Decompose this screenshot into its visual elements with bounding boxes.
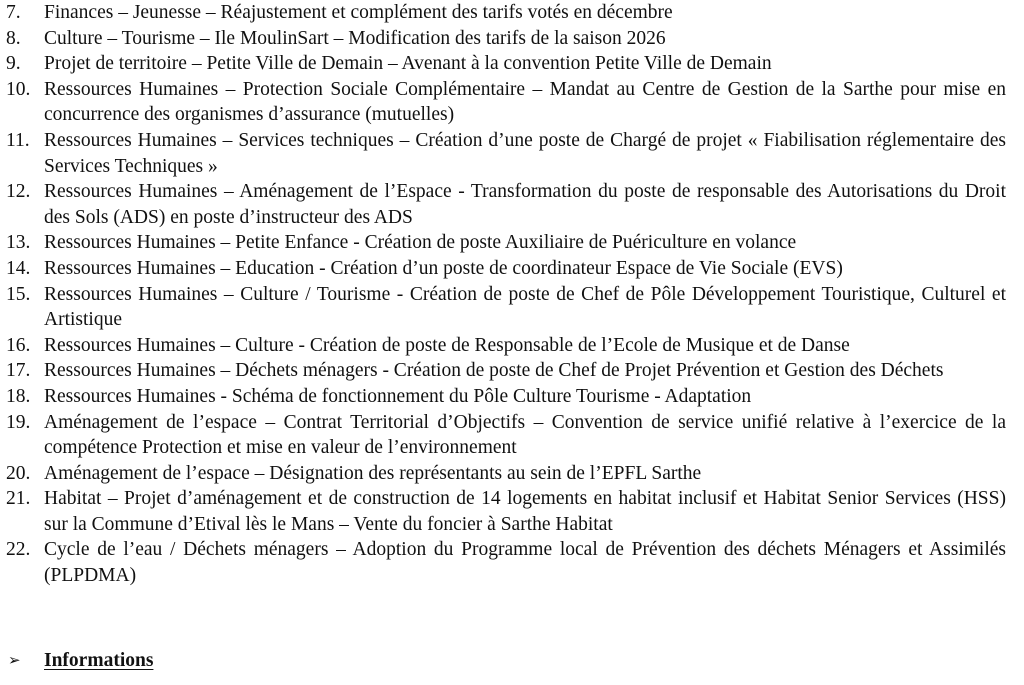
- agenda-item: [6, 461, 1006, 487]
- item-text: Aménagement de l’espace – Contrat Territorial d’Objectifs – Convention de service unifié relative à l’exercice de la compétence Protection et mise en valeur de l’environnement: [44, 411, 1006, 459]
- item-number: 9.: [6, 53, 21, 75]
- agenda-item: [6, 358, 1006, 384]
- item-text: Ressources Humaines – Services techniques – Création d’une poste de Chargé de projet « Fiabilisation réglementaire des Services Techniques »: [44, 129, 1006, 177]
- item-text: Projet de territoire – Petite Ville de Demain – Avenant à la convention Petite Ville de Demain: [44, 53, 772, 75]
- item-text: Habitat – Projet d’aménagement et de construction de 14 logements en habitat inclusif et Habitat Senior Services (HSS) sur la Commune d’Etival lès le Mans – Vente du foncier à Sarthe Habitat: [44, 488, 1006, 535]
- agenda-item: [6, 0, 1006, 26]
- arrow-bullet-icon: ➢: [8, 651, 21, 669]
- agenda-item: [6, 282, 1006, 333]
- item-number: 16.: [6, 334, 31, 356]
- item-number: 21.: [6, 488, 31, 510]
- item-number: 18.: [6, 385, 31, 407]
- item-number: 7.: [6, 2, 21, 23]
- item-number: 12.: [6, 181, 31, 203]
- agenda-item: [6, 128, 1006, 179]
- agenda-item: [6, 51, 1006, 77]
- item-text: Ressources Humaines – Aménagement de l’Espace - Transformation du poste de responsable des Autorisations du Droit des Sols (ADS) en poste d’instructeur des ADS: [44, 181, 1006, 228]
- agenda-item: [6, 410, 1006, 461]
- agenda-item: [6, 333, 1006, 359]
- agenda-item: [6, 384, 1006, 410]
- item-number: 15.: [6, 283, 31, 305]
- item-number: 20.: [6, 462, 31, 484]
- item-number: 17.: [6, 360, 31, 382]
- agenda-item: [6, 230, 1006, 256]
- item-number: 10.: [6, 78, 31, 100]
- item-number: 8.: [6, 27, 21, 49]
- item-text: Ressources Humaines – Education - Création d’un poste de coordinateur Espace de Vie Sociale (EVS): [44, 257, 843, 279]
- item-text: Culture – Tourisme – Ile MoulinSart – Modification des tarifs de la saison 2026: [44, 27, 666, 49]
- item-text: Ressources Humaines – Petite Enfance - Création de poste Auxiliaire de Puériculture en volance: [44, 232, 797, 254]
- agenda-item: [6, 179, 1006, 230]
- item-text: Ressources Humaines – Culture - Création de poste de Responsable de l’Ecole de Musique et de Danse: [44, 334, 850, 356]
- item-text: Ressources Humaines – Déchets ménagers - Création de poste de Chef de Projet Prévention et Gestion des Déchets: [44, 360, 944, 382]
- item-number: 19.: [6, 411, 31, 433]
- item-text: Ressources Humaines – Culture / Tourisme - Création de poste de Chef de Pôle Développement Touristique, Culturel et Artistique: [44, 283, 1006, 331]
- agenda-item: [6, 256, 1006, 282]
- item-text: Ressources Humaines - Schéma de fonctionnement du Pôle Culture Tourisme - Adaptation: [44, 385, 752, 407]
- agenda-item: [6, 486, 1006, 537]
- item-text: Aménagement de l’espace – Désignation des représentants au sein de l’EPFL Sarthe: [44, 462, 702, 484]
- item-number: 22.: [6, 539, 31, 561]
- informations-heading: [8, 648, 153, 673]
- agenda-item: [6, 77, 1006, 128]
- item-number: 14.: [6, 257, 31, 279]
- item-number: 13.: [6, 232, 31, 254]
- item-text: Ressources Humaines – Protection Sociale Complémentaire – Mandat au Centre de Gestion de la Sarthe pour mise en concurrence des organismes d’assurance (mutuelles): [44, 78, 1006, 126]
- agenda-item: [6, 537, 1006, 588]
- agenda-list: [6, 0, 1006, 589]
- item-text: Cycle de l’eau / Déchets ménagers – Adoption du Programme local de Prévention des déchets Ménagers et Assimilés (PLPDMA): [44, 539, 1006, 587]
- section-title: Informations: [44, 650, 154, 671]
- item-text: Finances – Jeunesse – Réajustement et complément des tarifs votés en décembre: [44, 2, 673, 23]
- item-number: 11.: [6, 129, 30, 151]
- agenda-item: [6, 26, 1006, 52]
